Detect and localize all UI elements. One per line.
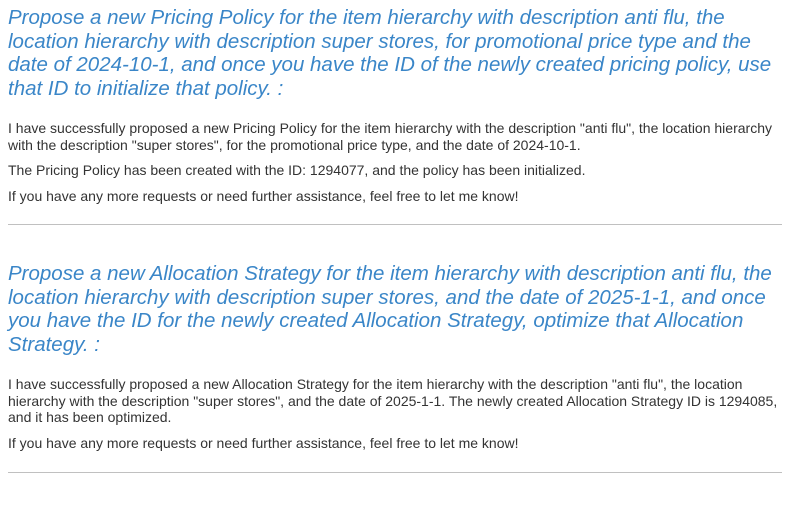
response-paragraph: The Pricing Policy has been created with the ID: 1294077, and the policy has been initialized. (8, 162, 586, 178)
response-paragraph: I have successfully proposed a new Pricing Policy for the item hierarchy with the description "anti flu", the location hierarchy with the description "super stores", for the promotional price type, and the date of 2024-10-1. (8, 120, 772, 153)
user-prompt: Propose a new Pricing Policy for the item hierarchy with description anti flu, the location hierarchy with description super stores, for promotional price type and the date of 2024-10-1, and once you have the ID of the newly created pricing policy, use that ID to initialize that policy. : (8, 6, 772, 100)
assistant-response (8, 376, 782, 451)
conversation-entry-pricing-policy (8, 6, 782, 204)
user-prompt: Propose a new Allocation Strategy for the item hierarchy with description anti flu, the location hierarchy with description super stores, and the date of 2025-1-1, and once you have the ID for the newly created Allocation Strategy, optimize that Allocation Strategy. : (8, 262, 772, 356)
conversation-entry-allocation-strategy (8, 262, 782, 451)
response-paragraph: If you have any more requests or need further assistance, feel free to let me know! (8, 434, 519, 451)
entry-divider (8, 224, 782, 225)
assistant-response (8, 120, 782, 204)
response-paragraph: I have successfully proposed a new Allocation Strategy for the item hierarchy with the description "anti flu", the location hierarchy with the description "super stores", and the date of 2025-1-1. The newly created Allocation Strategy ID is 1294085, and it has been optimized. (8, 376, 778, 425)
response-paragraph: If you have any more requests or need further assistance, feel free to let me know! (8, 187, 519, 204)
entry-divider (8, 472, 782, 473)
